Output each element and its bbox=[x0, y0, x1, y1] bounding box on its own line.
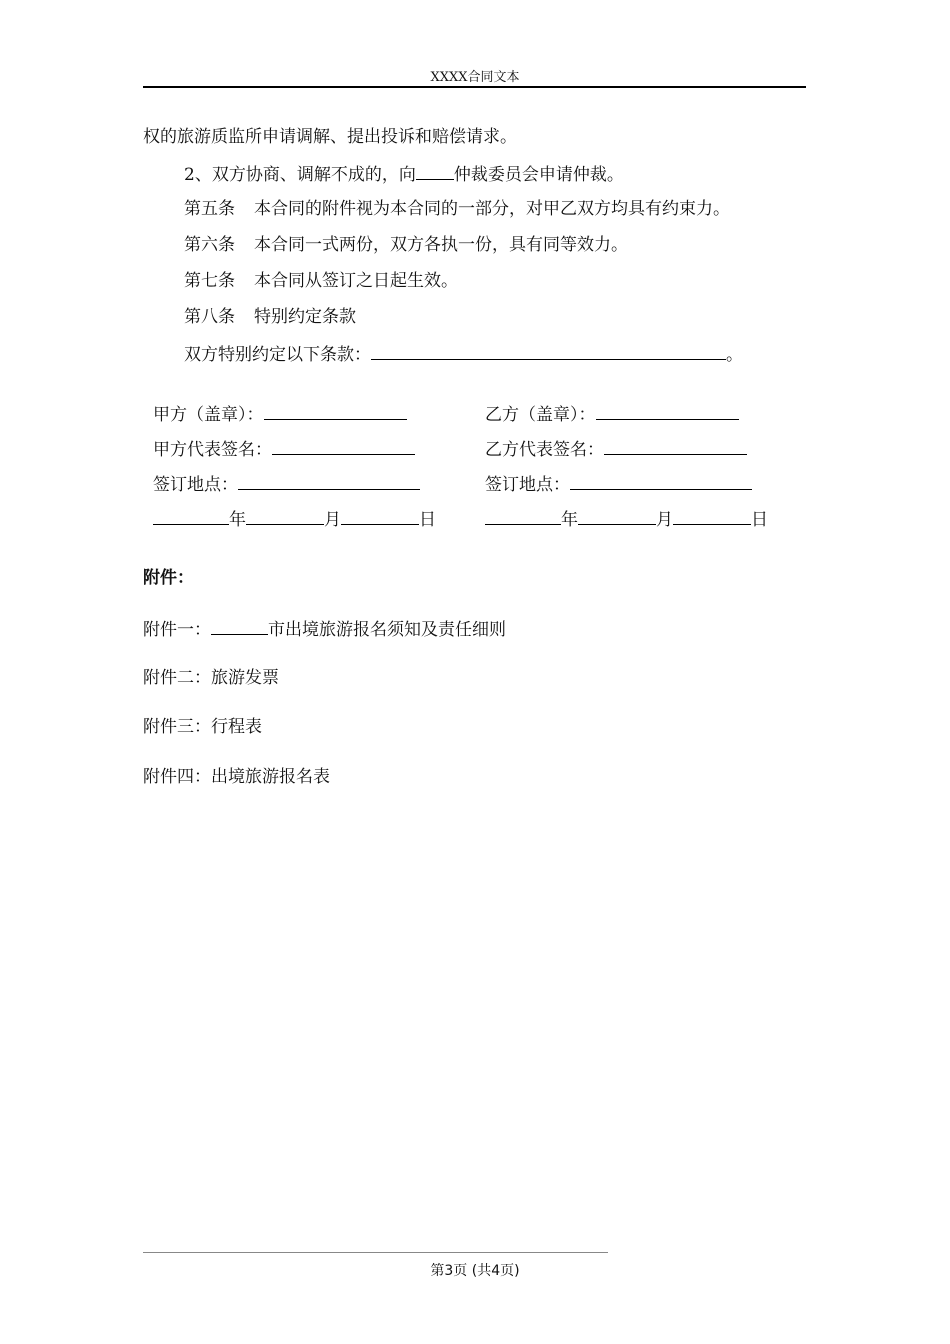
article-5 bbox=[184, 198, 730, 220]
attachment-4: 附件四：出境旅游报名表 bbox=[143, 767, 330, 787]
header-rule bbox=[143, 86, 806, 88]
attachment-2: 附件二：旅游发票 bbox=[143, 668, 279, 688]
party-a-seal-blank bbox=[264, 402, 407, 420]
article-8 bbox=[184, 306, 356, 328]
article-7-text: 本合同从签订之日起生效。 bbox=[254, 271, 458, 291]
party-a-place-label: 签订地点： bbox=[153, 475, 238, 495]
party-a-place bbox=[153, 472, 420, 496]
party-b-seal bbox=[485, 402, 739, 426]
article-5-text: 本合同的附件视为本合同的一部分，对甲乙双方均具有约束力。 bbox=[254, 199, 730, 219]
attachments-heading: 附件： bbox=[143, 568, 194, 588]
article-8-label: 第八条 bbox=[184, 307, 235, 327]
article-7-label: 第七条 bbox=[184, 271, 235, 291]
party-a-year-blank bbox=[153, 507, 229, 525]
party-b-seal-label: 乙方（盖章）： bbox=[485, 405, 596, 425]
article-7 bbox=[184, 270, 458, 292]
special-terms-label: 双方特别约定以下条款： bbox=[184, 345, 371, 365]
special-terms-blank bbox=[371, 342, 726, 360]
month-label: 月 bbox=[656, 510, 673, 530]
article-6 bbox=[184, 234, 628, 256]
year-label: 年 bbox=[229, 510, 246, 530]
party-a-rep-blank bbox=[272, 437, 415, 455]
month-label: 月 bbox=[324, 510, 341, 530]
party-a-seal bbox=[153, 402, 407, 426]
attachment-1-text: 市出境旅游报名须知及责任细则 bbox=[268, 620, 506, 640]
day-label: 日 bbox=[419, 510, 436, 530]
party-b-seal-blank bbox=[596, 402, 739, 420]
paragraph-line2 bbox=[184, 162, 624, 186]
article-6-text: 本合同一式两份，双方各执一份，具有同等效力。 bbox=[254, 235, 628, 255]
attachment-1-city-blank bbox=[211, 617, 268, 635]
party-b-year-blank bbox=[485, 507, 561, 525]
party-b-rep-label: 乙方代表签名： bbox=[485, 440, 604, 460]
party-b-month-blank bbox=[578, 507, 656, 525]
line2-pre: 2、双方协商、调解不成的，向 bbox=[184, 165, 416, 185]
attachment-1 bbox=[143, 617, 506, 641]
party-b-rep-blank bbox=[604, 437, 747, 455]
article-6-label: 第六条 bbox=[184, 235, 235, 255]
arbitration-city-blank bbox=[416, 162, 454, 180]
party-b-date bbox=[485, 507, 768, 531]
party-b-day-blank bbox=[673, 507, 751, 525]
party-a-day-blank bbox=[341, 507, 419, 525]
article-8-text: 特别约定条款 bbox=[254, 307, 356, 327]
footer-rule bbox=[143, 1252, 608, 1253]
party-b-place bbox=[485, 472, 752, 496]
party-b-place-label: 签订地点： bbox=[485, 475, 570, 495]
page-number: 第3页 (共4页) bbox=[430, 1263, 520, 1279]
party-a-seal-label: 甲方（盖章）： bbox=[153, 405, 264, 425]
party-a-date bbox=[153, 507, 436, 531]
article-5-label: 第五条 bbox=[184, 199, 235, 219]
paragraph-line1: 权的旅游质监所申请调解、提出投诉和赔偿请求。 bbox=[143, 127, 517, 147]
header-title: XXXX合同文本 bbox=[430, 70, 520, 85]
day-label: 日 bbox=[751, 510, 768, 530]
special-terms-end: 。 bbox=[726, 345, 743, 365]
line2-post: 仲裁委员会申请仲裁。 bbox=[453, 165, 624, 185]
party-b-place-blank bbox=[570, 472, 752, 490]
year-label: 年 bbox=[561, 510, 578, 530]
party-a-rep-label: 甲方代表签名： bbox=[153, 440, 272, 460]
party-a-place-blank bbox=[238, 472, 420, 490]
party-b-rep bbox=[485, 437, 747, 461]
special-terms bbox=[184, 342, 743, 366]
party-a-month-blank bbox=[246, 507, 324, 525]
attachment-3: 附件三：行程表 bbox=[143, 717, 262, 737]
attachment-1-label: 附件一： bbox=[143, 620, 211, 640]
party-a-rep bbox=[153, 437, 415, 461]
